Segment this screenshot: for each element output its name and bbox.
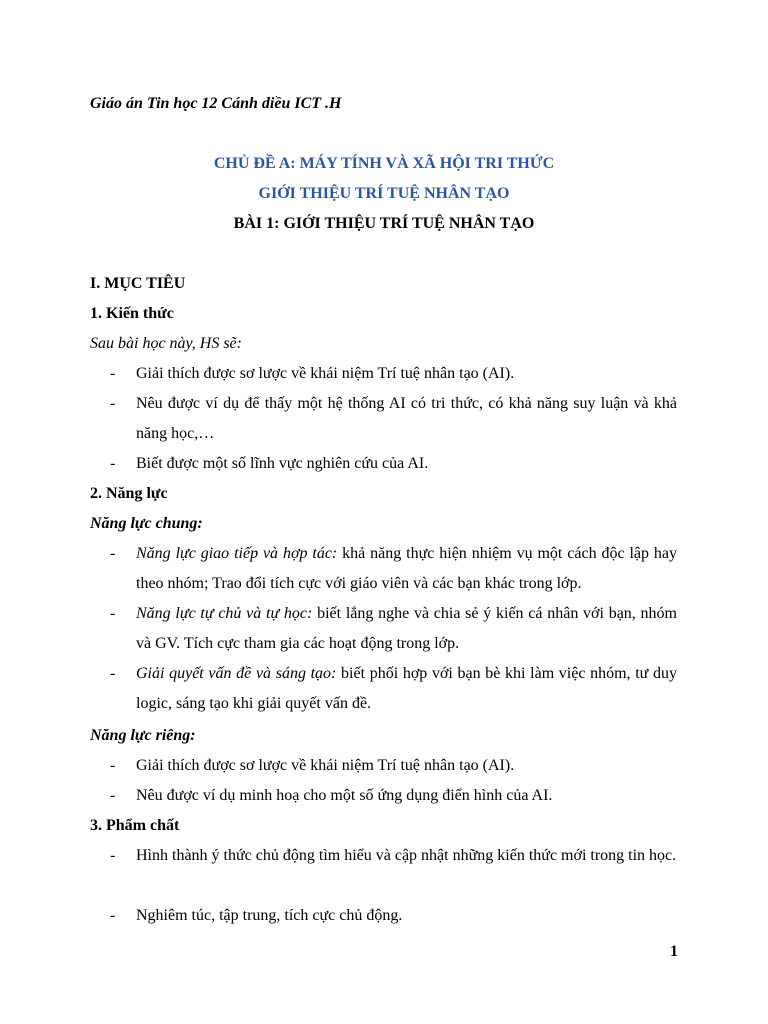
bullet-dash: - <box>110 545 116 562</box>
quality-item: Hình thành ý thức chủ động tìm hiểu và cập nhật những kiến thức mới trong tin học. <box>136 847 677 864</box>
bullet-dash: - <box>110 757 116 774</box>
bullet-dash: - <box>110 907 116 924</box>
lesson-title: BÀI 1: GIỚI THIỆU TRÍ TUỆ NHÂN TẠO <box>233 215 535 232</box>
item-lead: Năng lực giao tiếp và hợp tác: <box>136 545 338 562</box>
page-number: 1 <box>670 943 678 960</box>
general-competence-heading: Năng lực chung: <box>90 515 203 532</box>
bullet-dash: - <box>110 665 116 682</box>
quality-item: Nghiêm túc, tập trung, tích cực chủ động. <box>136 907 403 924</box>
general-competence-item <box>136 539 677 599</box>
knowledge-heading: 1. Kiến thức <box>90 305 174 322</box>
objectives-heading: I. MỤC TIÊU <box>90 275 186 292</box>
bullet-dash: - <box>110 605 116 622</box>
general-competence-item <box>136 599 677 659</box>
topic-title: CHỦ ĐỀ A: MÁY TÍNH VÀ XÃ HỘI TRI THỨC <box>213 155 555 172</box>
knowledge-item: Giải thích được sơ lược về khái niệm Trí tuệ nhân tạo (AI). <box>136 365 515 382</box>
subtopic-title: GIỚI THIỆU TRÍ TUỆ NHÂN TẠO <box>258 185 510 202</box>
item-text: khả năng thực hiện nhiệm vụ một cách độc lập hay theo nhóm; Trao đổi tích cực với giáo viên và các bạn khác trong lớp. <box>136 545 677 592</box>
knowledge-item: Biết được một số lĩnh vực nghiên cứu của AI. <box>136 455 429 472</box>
specific-competence-item: Giải thích được sơ lược về khái niệm Trí tuệ nhân tạo (AI). <box>136 757 515 774</box>
qualities-heading: 3. Phẩm chất <box>90 817 180 834</box>
knowledge-intro: Sau bài học này, HS sẽ: <box>90 335 242 352</box>
bullet-dash: - <box>110 847 116 864</box>
bullet-dash: - <box>110 395 116 412</box>
document-header: Giáo án Tin học 12 Cánh diều ICT .H <box>90 95 342 112</box>
specific-competence-item: Nêu được ví dụ minh hoạ cho một số ứng dụng điển hình của AI. <box>136 787 553 804</box>
item-lead: Giải quyết vấn đề và sáng tạo: <box>136 665 337 682</box>
specific-competence-heading: Năng lực riêng: <box>90 727 196 744</box>
item-lead: Năng lực tự chủ và tự học: <box>136 605 313 622</box>
item-text: biết phối hợp với bạn bè khi làm việc nhóm, tư duy logic, sáng tạo khi giải quyết vấn đề. <box>136 665 678 712</box>
bullet-dash: - <box>110 455 116 472</box>
competence-heading: 2. Năng lực <box>90 485 168 502</box>
item-text: biết lắng nghe và chia sẻ ý kiến cá nhân với bạn, nhóm và GV. Tích cực tham gia các hoạt động trong lớp. <box>136 605 677 652</box>
bullet-dash: - <box>110 787 116 804</box>
knowledge-item: Nêu được ví dụ để thấy một hệ thống AI có tri thức, có khả năng suy luận và khả năng học,… <box>136 395 677 442</box>
general-competence-item <box>136 659 677 719</box>
bullet-dash: - <box>110 365 116 382</box>
